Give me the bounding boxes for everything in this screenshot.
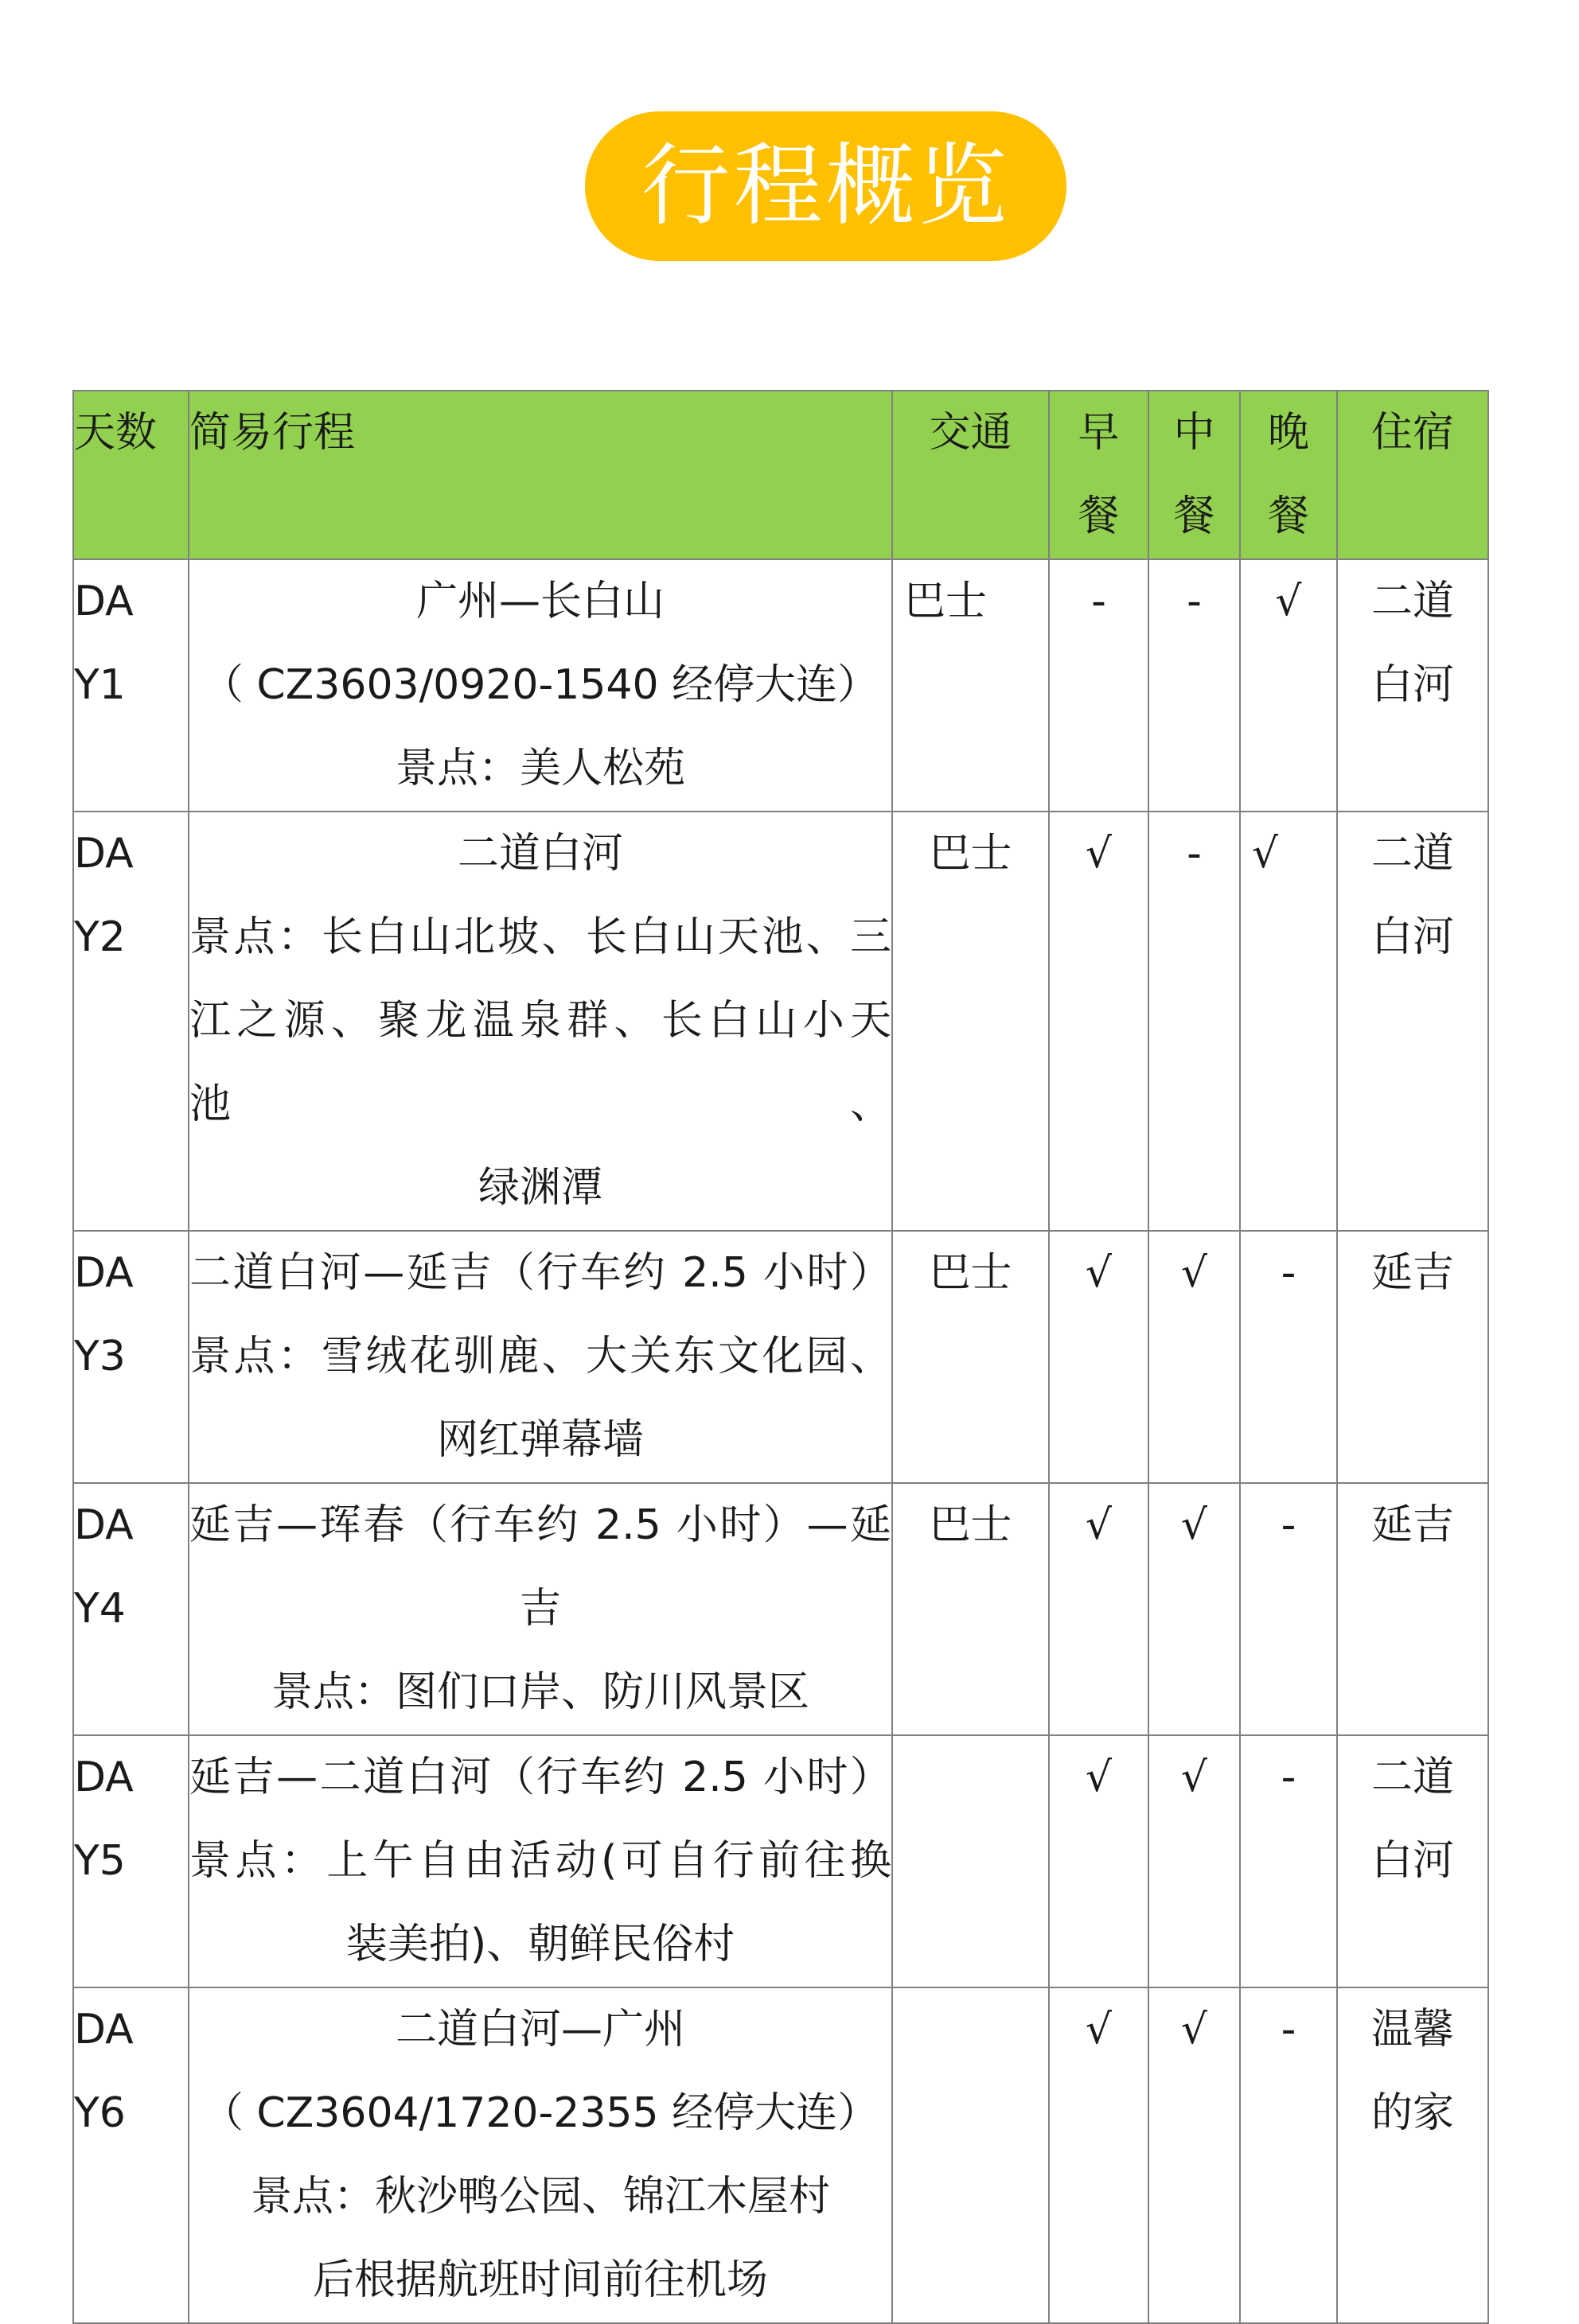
- header-itinerary: 简易行程: [189, 391, 892, 559]
- table-row: [73, 812, 1488, 1231]
- breakfast-cell: √: [1049, 1735, 1148, 1987]
- itinerary-cell: 延吉—二道白河（行车约 2.5 小时） 景点：上午自由活动(可自行前往换 装美拍)、朝鲜民俗村: [189, 1735, 892, 1987]
- day-cell: DA Y3: [73, 1231, 189, 1483]
- day-cell: DA Y1: [73, 559, 189, 812]
- lunch-cell: √: [1148, 1735, 1240, 1987]
- day-cell: DA Y2: [73, 812, 189, 1231]
- dinner-cell: -: [1240, 1735, 1337, 1987]
- stay-cell: 延吉: [1337, 1231, 1488, 1483]
- breakfast-cell: √: [1049, 1231, 1148, 1483]
- dinner-cell: -: [1240, 1231, 1337, 1483]
- day-cell: DA Y5: [73, 1735, 189, 1987]
- header-day: 天数: [73, 391, 189, 559]
- dinner-cell: -: [1240, 1987, 1337, 2323]
- breakfast-cell: √: [1049, 1987, 1148, 2323]
- title-banner: [585, 111, 1066, 261]
- transport-cell: 巴士: [892, 559, 1049, 812]
- itinerary-cell: 二道白河—广州 （ CZ3604/1720-2355 经停大连） 景点：秋沙鸭公园、锦江木屋村 后根据航班时间前往机场: [189, 1987, 892, 2323]
- lunch-cell: √: [1148, 1483, 1240, 1735]
- transport-cell: [892, 1735, 1049, 1987]
- breakfast-cell: -: [1049, 559, 1148, 812]
- lunch-cell: √: [1148, 1987, 1240, 2323]
- itinerary-cell: 广州—长白山 （ CZ3603/0920-1540 经停大连） 景点：美人松苑: [189, 559, 892, 812]
- itinerary-cell: 延吉—珲春（行车约 2.5 小时）—延 吉 景点：图们口岸、防川风景区: [189, 1483, 892, 1735]
- table-row: [73, 1987, 1488, 2323]
- day-cell: DA Y6: [73, 1987, 189, 2323]
- table-row: [73, 1231, 1488, 1483]
- table-header-row: [73, 391, 1488, 559]
- itinerary-cell: 二道白河—延吉（行车约 2.5 小时） 景点：雪绒花驯鹿、大关东文化园、 网红弹幕墙: [189, 1231, 892, 1483]
- header-dinner: 晚 餐: [1240, 391, 1337, 559]
- lunch-cell: √: [1148, 1231, 1240, 1483]
- stay-cell: 二道 白河: [1337, 559, 1488, 812]
- transport-cell: 巴士: [892, 812, 1049, 1231]
- header-lunch: 中 餐: [1148, 391, 1240, 559]
- stay-cell: 二道 白河: [1337, 1735, 1488, 1987]
- header-transport: 交通: [892, 391, 1049, 559]
- day-cell: DA Y4: [73, 1483, 189, 1735]
- itinerary-cell: 二道白河 景点：长白山北坡、长白山天池、三 江之源、聚龙温泉群、长白山小天池、 绿渊潭: [189, 812, 892, 1231]
- lunch-cell: -: [1148, 559, 1240, 812]
- stay-cell: 温馨 的家: [1337, 1987, 1488, 2323]
- header-breakfast: 早 餐: [1049, 391, 1148, 559]
- transport-cell: [892, 1987, 1049, 2323]
- dinner-cell: √: [1240, 812, 1337, 1231]
- dinner-cell: √: [1240, 559, 1337, 812]
- transport-cell: 巴士: [892, 1483, 1049, 1735]
- breakfast-cell: √: [1049, 1483, 1148, 1735]
- table-row: [73, 1735, 1488, 1987]
- itinerary-table: [72, 390, 1489, 2324]
- stay-cell: 二道 白河: [1337, 812, 1488, 1231]
- table-row: [73, 1483, 1488, 1735]
- dinner-cell: -: [1240, 1483, 1337, 1735]
- transport-cell: 巴士: [892, 1231, 1049, 1483]
- stay-cell: 延吉: [1337, 1483, 1488, 1735]
- header-stay: 住宿: [1337, 391, 1488, 559]
- table-row: [73, 559, 1488, 812]
- lunch-cell: -: [1148, 812, 1240, 1231]
- breakfast-cell: √: [1049, 812, 1148, 1231]
- page-title: 行程概览: [641, 134, 1011, 238]
